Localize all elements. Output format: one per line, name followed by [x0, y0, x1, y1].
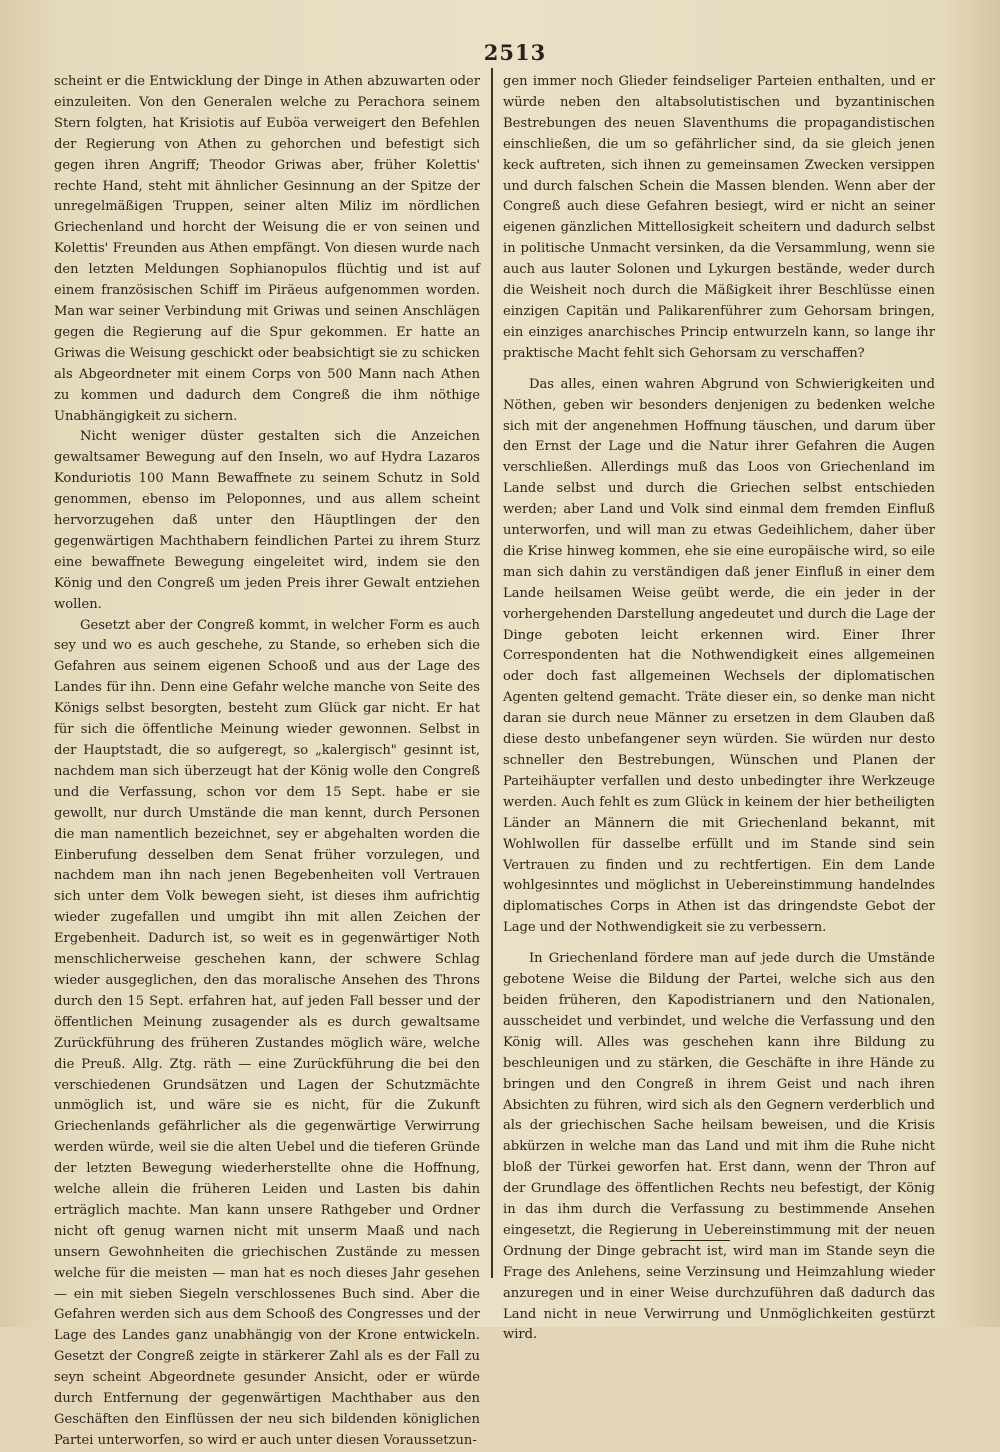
article-paragraph: Gesetzt aber der Congreß kommt, in welcher Form es auch sey und wo es auch geschehe, zu Stande, so erheben sich die Gefahren aus seinem eigenen Schooß und aus der Lage des Landes für ihn. Denn eine Gefahr welche manche von Seite des Königs selbst besorgten, besteht zum Glück gar nicht. Er hat für sich die öffentliche Meinung wieder gewonnen. Selbst in der Hauptstadt, die so aufgeregt, so „kalergisch" gesinnt ist, nachdem man sich überzeugt hat der König wolle den Congreß und die Verfassung, schon vor dem 15 Sept. habe er sie gewollt, nur durch Umstände die man kennt, durch Personen die man namentlich bezeichnet, sey er abgehalten worden die Einberufung desselben dem Senat früher vorzulegen, und nachdem man ihn nach jenen Begebenheiten voll Vertrauen sich unter dem Volk bewegen sieht, ist dieses ihm aufrichtig wieder zugefallen und umgibt ihn mit allen Zeichen der Ergebenheit. Dadurch ist, so weit es in gegenwärtiger Noth menschlicherweise geschehen kann, der schwere Schlag wieder ausgeglichen, den das moralische Ansehen des Throns durch den 15 Sept. erfahren hat, auf jeden Fall besser und der öffentlichen Meinung zusagender als es durch gewaltsame Zurückführung des früheren Zustandes möglich wäre, welche die Preuß. Allg. Ztg. räth — eine Zurückführung die bei den verschiedenen Grundsätzen und Lagen der Schutzmächte unmöglich ist, und wäre sie es nicht, für die Zukunft Griechenlands gefährlicher als die gegenwärtige Verwirrung werden würde, weil sie die alten Uebel und die tieferen Gründe der letzten Bewegung wiederherstellte ohne die Hoffnung, welche allein die früheren Leiden und Lasten bis dahin erträglich machte. Man kann unsere Rathgeber und Ordner nicht oft genug warnen nicht mit unserm Maaß und nach unsern Gewohnheiten die griechischen Zustände zu messen welche für die meisten — man hat es noch dieses Jahr gesehen — ein mit sieben Siegeln verschlossenes Buch sind. Aber die Gefahren werden sich aus dem Schooß des Congresses und der Lage des Landes ganz unabhängig von der Krone entwickeln. Gesetzt der Congreß zeigte in stärkerer Zahl als es der Fall zu seyn scheint Abgeordnete gesunder Ansicht, oder er würde durch Entfernung der gegenwärtigen Machthaber aus den Geschäften den Einflüssen der neu sich bildenden königlichen Partei unterworfen, so wird er auch unter diesen Voraussetzun-: [54, 617, 480, 1448]
article-paragraph: In Griechenland fördere man auf jede durch die Umstände gebotene Weise die Bildung der Partei, welche sich aus den beiden früheren, den Kapodistrianern und den Nationalen, ausscheidet und verbindet, und welche die Verfassung und den König will. Alles was geschehen kann ihre Bildung zu beschleunigen und zu stärken, die Geschäfte in ihre Hände zu bringen und den Congreß in ihrem Geist und nach ihren Absichten zu führen, wird sich als den Gegnern verderblich und als der griechischen Sache heilsam beweisen, und die Krisis abkürzen in welche man das Land und mit ihm die Ruhe nicht bloß der Türkei geworfen hat. Erst dann, wenn der Thron auf der Grundlage des öffentlichen Rechts neu befestigt, der König in das ihm durch die Verfassung zu bestimmende Ansehen eingesetzt, die Regierung in Uebereinstimmung mit der neuen Ordnung der Dinge gebracht ist, wird man im Stande seyn die Frage des Anlehens, seine Verzinsung und Heimzahlung wieder anzuregen und in einer Weise durchzuführen daß dadurch das Land nicht in neue Verwirrung und Unmöglichkeiten gestürzt wird.: [503, 951, 935, 1343]
article-paragraph: Das alles, einen wahren Abgrund von Schwierigkeiten und Nöthen, geben wir besonders denjenigen zu bedenken welche sich mit der angenehmen Hoffnung täuschen, und darum über den Ernst der Lage und die Natur ihrer Gefahren die Augen verschließen. Allerdings muß das Loos von Griechenland im Lande selbst und durch die Griechen selbst entschieden werden; aber Land und Volk sind einmal dem fremden Einfluß unterworfen, und will man zu etwas Gedeihlichem, daher über die Krise hinweg kommen, ehe sie eine europäische wird, so eile man sich dahin zu verständigen daß jener Einfluß in einer dem Lande heilsamen Weise geübt werde, die ein jeder in der vorhergehenden Darstellung angedeutet und durch die Lage der Dinge geboten leicht erkennen wird. Einer Ihrer Correspondenten hat die Nothwendigkeit eines allgemeinen oder doch fast allgemeinen Wechsels der diplomatischen Agenten geltend gemacht. Träte dieser ein, so denke man nicht daran sie durch neue Männer zu ersetzen in dem Glauben daß diese desto unbefangener seyn würden. Sie würden nur desto schneller den Bestrebungen, Wünschen und Planen der Parteihäupter verfallen und desto unbedingter ihre Werkzeuge werden. Auch fehlt es zum Glück in keinem der hier betheiligten Länder an Männern die mit Griechenland bekannt, mit Wohlwollen für dasselbe erfüllt und im Stande sind sein Vertrauen zu finden und zu rechtfertigen. Ein dem Lande wohlgesinntes und möglichst in Uebereinstimmung handelndes diplomatisches Corps in Athen ist das dringendste Gebot der Lage und der Nothwendigkeit sie zu verbessern.: [503, 376, 935, 936]
article-paragraph: Nicht weniger düster gestalten sich die Anzeichen gewaltsamer Bewegung auf den Inseln, wo auf Hydra Lazaros Konduriotis 100 Mann Bewaffnete zu seinem Schutz in Sold genommen, ebenso im Peloponnes, und aus allem scheint hervorzugehen daß unter den Häuptlingen der den gegenwärtigen Machthabern feindlichen Partei zu ihrem Sturz eine bewaffnete Bewegung eingeleitet wird, indem sie den König und den Congreß um jeden Preis ihrer Gewalt entziehen wollen.: [54, 429, 480, 612]
column-divider: [491, 68, 493, 1278]
left-column: [54, 72, 480, 1452]
article-paragraph: scheint er die Entwicklung der Dinge in Athen abzuwarten oder einzuleiten. Von den Generalen welche zu Perachora seinem Stern folgten, hat Krisiotis auf Euböa verweigert den Befehlen der Regierung von Athen zu gehorchen und befestigt sich gegen ihren Angriff; Theodor Griwas aber, früher Kolettis' rechte Hand, steht mit ähnlicher Gesinnung an der Spitze der unregelmäßigen Truppen, seiner alten Miliz im nördlichen Griechenland und horcht der Weisung die er von seinen und Kolettis' Freunden aus Athen empfängt. Von diesen wurde nach den letzten Meldungen Sophianopulos flüchtig und ist auf einem französischen Schiff im Piräeus aufgenommen worden. Man war seiner Verbindung mit Griwas und seinen Anschlägen gegen die Regierung auf die Spur gekommen. Er hatte an Griwas die Weisung geschickt oder beabsichtigt sie zu schicken als Abgeordneter mit einem Corps von 500 Mann nach Athen zu kommen und dadurch dem Congreß die ihm nöthige Unabhängigkeit zu sichern.: [54, 74, 480, 424]
page-number: 2513: [483, 40, 547, 65]
article-paragraph: gen immer noch Glieder feindseliger Parteien enthalten, und er würde neben den altabsolutistischen und byzantinischen Bestrebungen des neuen Slaventhums die propagandistischen einschließen, die um so gefährlicher sind, da sie gleich jenen keck auftreten, sich ihnen zu gemeinsamen Zwecken versippen und durch falschen Schein die Massen blenden. Wenn aber der Congreß auch diese Gefahren besiegt, wird er nicht an seiner eigenen gänzlichen Mittellosigkeit scheitern und dadurch selbst in politische Unmacht versinken, da die Versammlung, wenn sie auch aus lauter Solonen und Lykurgen bestände, weder durch die Weisheit noch durch die Mäßigkeit ihrer Beschlüsse einen einzigen Capitän und Palikarenführer zum Gehorsam bringen, ein einziges anarchisches Princip entwurzeln kann, so lange ihr praktische Macht fehlt sich Gehorsam zu verschaffen?: [503, 74, 935, 361]
end-rule: [670, 1240, 730, 1241]
right-column: [503, 72, 935, 1346]
